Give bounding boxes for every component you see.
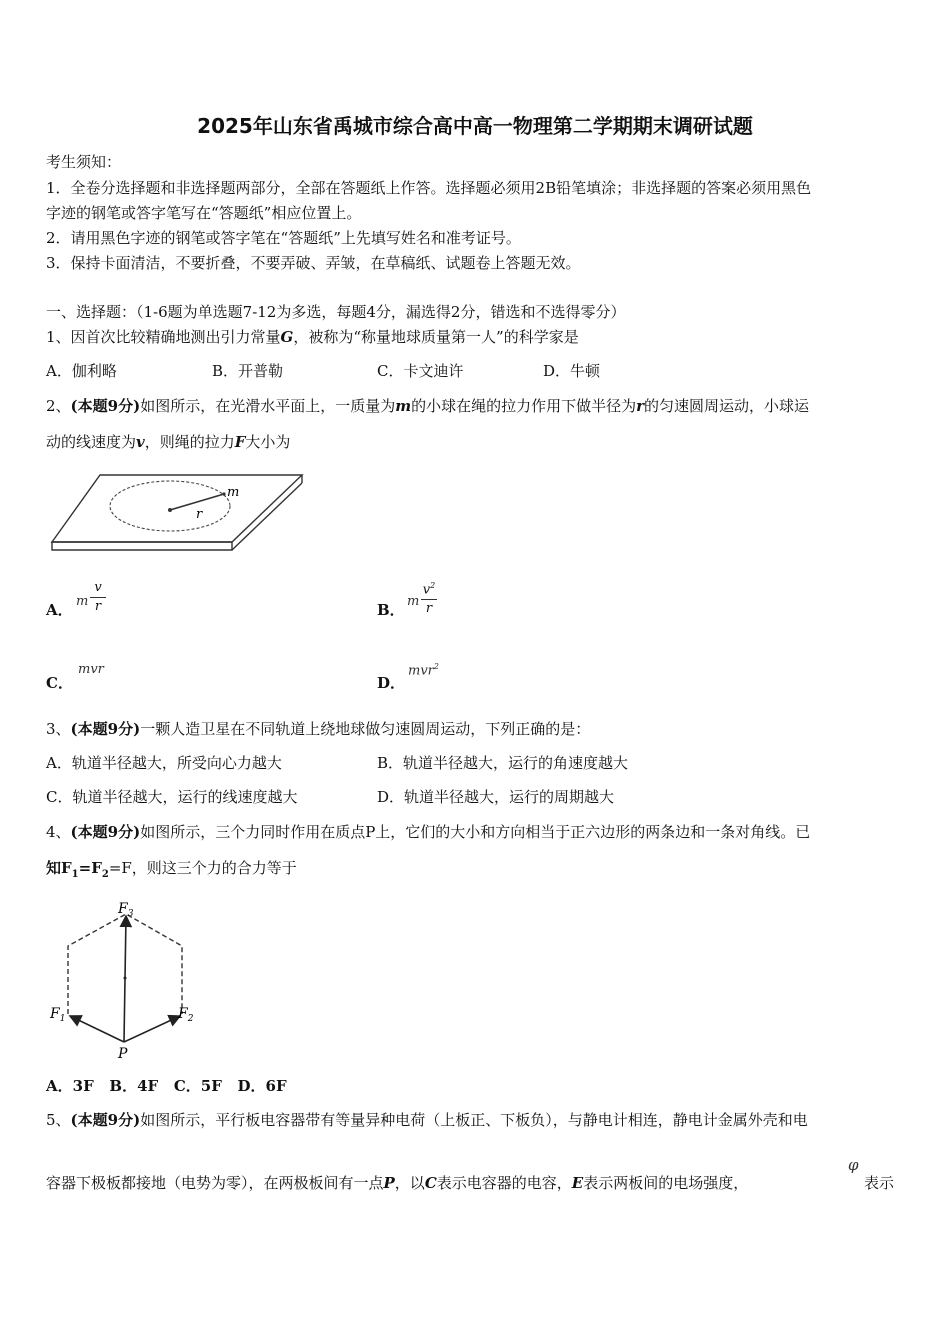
q2-option-d: D． xyxy=(377,674,406,692)
page-title: 2025年山东省禹城市综合高中高一物理第二学期期末调研试题 xyxy=(197,114,753,138)
q4-stem-cont: 知$F_1=F_2=F$，则这三个力的合力等于 xyxy=(46,859,297,880)
label-r: r xyxy=(196,507,203,522)
q3-stem: 3、(本题9分)一颗人造卫星在不同轨道上绕地球做匀速圆周运动，下列正确的是： xyxy=(46,720,591,738)
q2-formula-d: mvr$^2$ xyxy=(408,662,439,679)
section-heading: 一、选择题：（1-6题为单选题7-12为多选，每题4分，漏选得2分，错选和不选得零分） xyxy=(46,303,626,321)
notice-item-1: 1．全卷分选择题和非选择题两部分，全部在答题纸上作答。选择题必须用2B铅笔填涂；非选择题的答案必须用黑色 xyxy=(46,179,812,197)
q2-figure xyxy=(46,470,308,556)
q1-option-a: A．伽利略 xyxy=(46,362,117,380)
q3-option-b: B．轨道半径越大，运行的角速度越大 xyxy=(377,754,629,772)
ball xyxy=(222,492,225,495)
label-f2: $F_2$ xyxy=(178,1006,194,1024)
q2-formula-a-frac: v r xyxy=(90,580,106,615)
q3-option-d: D．轨道半径越大，运行的周期越大 xyxy=(377,788,615,806)
q2-stem-cont: 动的线速度为v，则绳的拉力F大小为 xyxy=(46,433,291,451)
q2-formula-c: mvr xyxy=(78,662,104,677)
label-p: P xyxy=(118,1046,128,1062)
q4-hexagon-figure xyxy=(46,896,216,1064)
q4-options: A．3F B．4F C．5F D．6F xyxy=(46,1077,287,1095)
center-point xyxy=(168,508,172,512)
notice-heading: 考生须知： xyxy=(46,153,122,171)
q5-stem-end: 表示 xyxy=(864,1174,895,1192)
notice-item-1-cont: 字迹的钢笔或答字笔写在“答题纸”相应位置上。 xyxy=(46,204,362,222)
q5-phi-symbol: φ xyxy=(848,1156,859,1174)
q5-stem: 5、(本题9分)如图所示，平行板电容器带有等量异种电荷（上板正、下板负），与静电计相连，静电计金属外壳和电 xyxy=(46,1111,808,1129)
label-m: m xyxy=(227,485,240,500)
label-f3: $F_3$ xyxy=(118,901,134,919)
q1-stem: 1、因首次比较精确地测出引力常量G，被称为“称量地球质量第一人”的科学家是 xyxy=(46,328,579,346)
table-edge xyxy=(52,542,232,550)
q2-option-a: A． xyxy=(46,601,73,619)
q1-option-c: C．卡文迪许 xyxy=(377,362,464,380)
q2-formula-b-frac: $v^2$ r xyxy=(422,581,436,617)
q2-stem: 2、(本题9分)如图所示，在光滑水平面上，一质量为m的小球在绳的拉力作用下做半径为r的匀速圆周运动，小球运 xyxy=(46,397,810,415)
force-f1-arrow xyxy=(70,1016,124,1042)
q1-option-d: D．牛顿 xyxy=(543,362,601,380)
force-f2-arrow xyxy=(124,1016,180,1042)
q2-formula-b-m: m xyxy=(407,594,420,609)
q2-option-c: C． xyxy=(46,674,73,692)
q2-option-b: B． xyxy=(377,601,405,619)
label-f1: $F_1$ xyxy=(50,1006,66,1024)
notice-item-2: 2．请用黑色字迹的钢笔或答字笔在“答题纸”上先填写姓名和准考证号。 xyxy=(46,229,521,247)
q4-stem: 4、(本题9分)如图所示，三个力同时作用在质点P上，它们的大小和方向相当于正六边形的两条边和一条对角线。已 xyxy=(46,823,811,841)
notice-item-3: 3．保持卡面清洁，不要折叠，不要弄破、弄皱，在草稿纸、试题卷上答题无效。 xyxy=(46,254,581,272)
q1-option-b: B．开普勒 xyxy=(212,362,284,380)
q3-option-a: A．轨道半径越大，所受向心力越大 xyxy=(46,754,282,772)
q2-formula-a-m: m xyxy=(76,594,89,609)
q3-option-c: C．轨道半径越大，运行的线速度越大 xyxy=(46,788,298,806)
q5-stem-cont: 容器下极板都接地（电势为零），在两极板间有一点P，以C表示电容器的电容，E表示两板间的电场强度， xyxy=(46,1174,749,1192)
circular-path xyxy=(110,481,230,531)
